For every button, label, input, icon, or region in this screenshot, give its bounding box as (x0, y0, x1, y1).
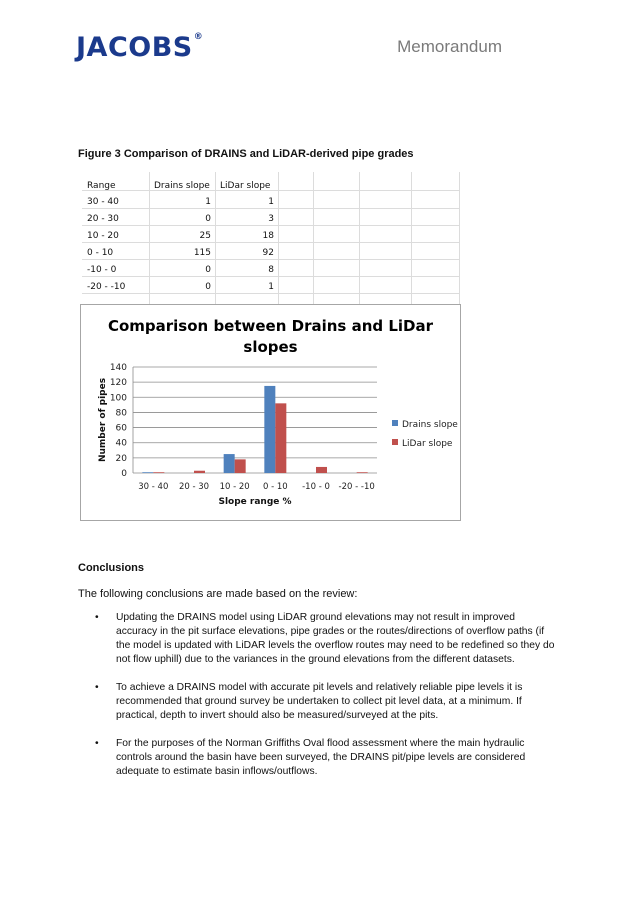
lidar-bar (194, 471, 205, 473)
y-tick-label: 140 (109, 363, 127, 373)
legend-swatch (392, 420, 398, 426)
table-cell: 115 (193, 248, 211, 258)
bullet-icon: • (95, 738, 99, 749)
y-axis-label: Number of pipes (98, 377, 108, 463)
x-tick-label: -10 - 0 (302, 482, 330, 492)
y-tick-label: 60 (115, 423, 127, 434)
y-tick-label: 100 (109, 393, 127, 404)
x-axis-label: Slope range % (218, 497, 292, 507)
y-tick-label: 120 (109, 378, 127, 389)
table-cell: 18 (262, 231, 274, 241)
table-header-lidar: LiDar slope (220, 181, 271, 191)
table-cell: 0 (205, 265, 211, 275)
legend-label: Drains slope (402, 420, 458, 430)
table-cell: 20 - 30 (87, 214, 119, 224)
x-tick-label: 0 - 10 (262, 482, 288, 492)
table-cell: 1 (268, 197, 274, 207)
table-cell: 92 (262, 248, 274, 258)
table-cell: 25 (199, 231, 211, 241)
table-cell: 0 - 10 (87, 248, 114, 258)
table-cell: 8 (268, 265, 274, 275)
table-cell: 1 (205, 197, 211, 207)
table-cell: 3 (268, 214, 274, 224)
table-cell: -20 - -10 (87, 282, 126, 292)
drains-bar (264, 386, 275, 473)
lidar-bar (153, 472, 164, 473)
chart-container (80, 304, 461, 521)
drains-bar (224, 454, 235, 473)
table-cell: 1 (268, 282, 274, 292)
lidar-bar (235, 459, 246, 473)
list-item (78, 611, 558, 667)
table-cell: 10 - 20 (87, 231, 119, 241)
lidar-bar (275, 403, 286, 473)
list-item-text: Updating the DRAINS model using LiDAR ground elevations may not result in improved accuracy in the pit surface elevations, pipe grades or the routes/directions of overflow paths (if the model is updated with LiDAR levels the overflow routes may need to be redefined so they do not flow uphill) due to the variances in the ground elevations from the different datasets. (116, 612, 555, 665)
list-item (78, 681, 558, 723)
y-tick-label: 0 (121, 469, 127, 479)
table-header-range: Range (87, 181, 116, 191)
list-item-text: To achieve a DRAINS model with accurate pit levels and relatively reliable pipe levels it is recommended that ground survey be undertaken to collect pit level data, at a minimum. If practical, depth to invert should also be measured/surveyed at the pits. (116, 682, 523, 721)
y-tick-label: 40 (115, 438, 127, 449)
legend-label: LiDar slope (402, 439, 453, 449)
figure-caption: Figure 3 Comparison of DRAINS and LiDAR-derived pipe grades (78, 148, 414, 160)
jacobs-logo: JACOBS® (76, 32, 204, 63)
lidar-bar (316, 467, 327, 473)
bullet-icon: • (95, 612, 99, 623)
conclusions-list (78, 611, 558, 793)
y-tick-label: 80 (115, 408, 127, 419)
lidar-bar (357, 472, 368, 473)
table-cell: 0 (205, 214, 211, 224)
table-cell: 30 - 40 (87, 197, 119, 207)
table-header-drains: Drains slope (154, 181, 210, 191)
x-tick-label: 20 - 30 (178, 482, 210, 492)
document-type: Memorandum (397, 37, 502, 56)
x-tick-label: 30 - 40 (138, 482, 169, 492)
chart-title-line-2: slopes (243, 338, 298, 356)
table-cell: -10 - 0 (87, 265, 117, 275)
list-item-text: For the purposes of the Norman Griffiths Oval flood assessment where the main hydraulic controls around the basin have been surveyed, the DRAINS pit/pipe levels are considered adequate to estimate basin inflows/outflows. (116, 738, 526, 777)
bullet-icon: • (95, 682, 99, 693)
y-tick-label: 20 (115, 453, 127, 464)
x-tick-label: -20 - -10 (338, 482, 375, 492)
chart-title-line-1: Comparison between Drains and LiDar (107, 317, 434, 335)
list-item (78, 737, 558, 779)
x-tick-label: 10 - 20 (219, 482, 250, 492)
legend-swatch (392, 439, 398, 445)
conclusions-intro: The following conclusions are made based on the review: (78, 588, 358, 600)
bar-chart (81, 305, 460, 520)
drains-bar (142, 472, 153, 473)
conclusions-heading: Conclusions (78, 562, 145, 574)
table-cell: 0 (205, 282, 211, 292)
